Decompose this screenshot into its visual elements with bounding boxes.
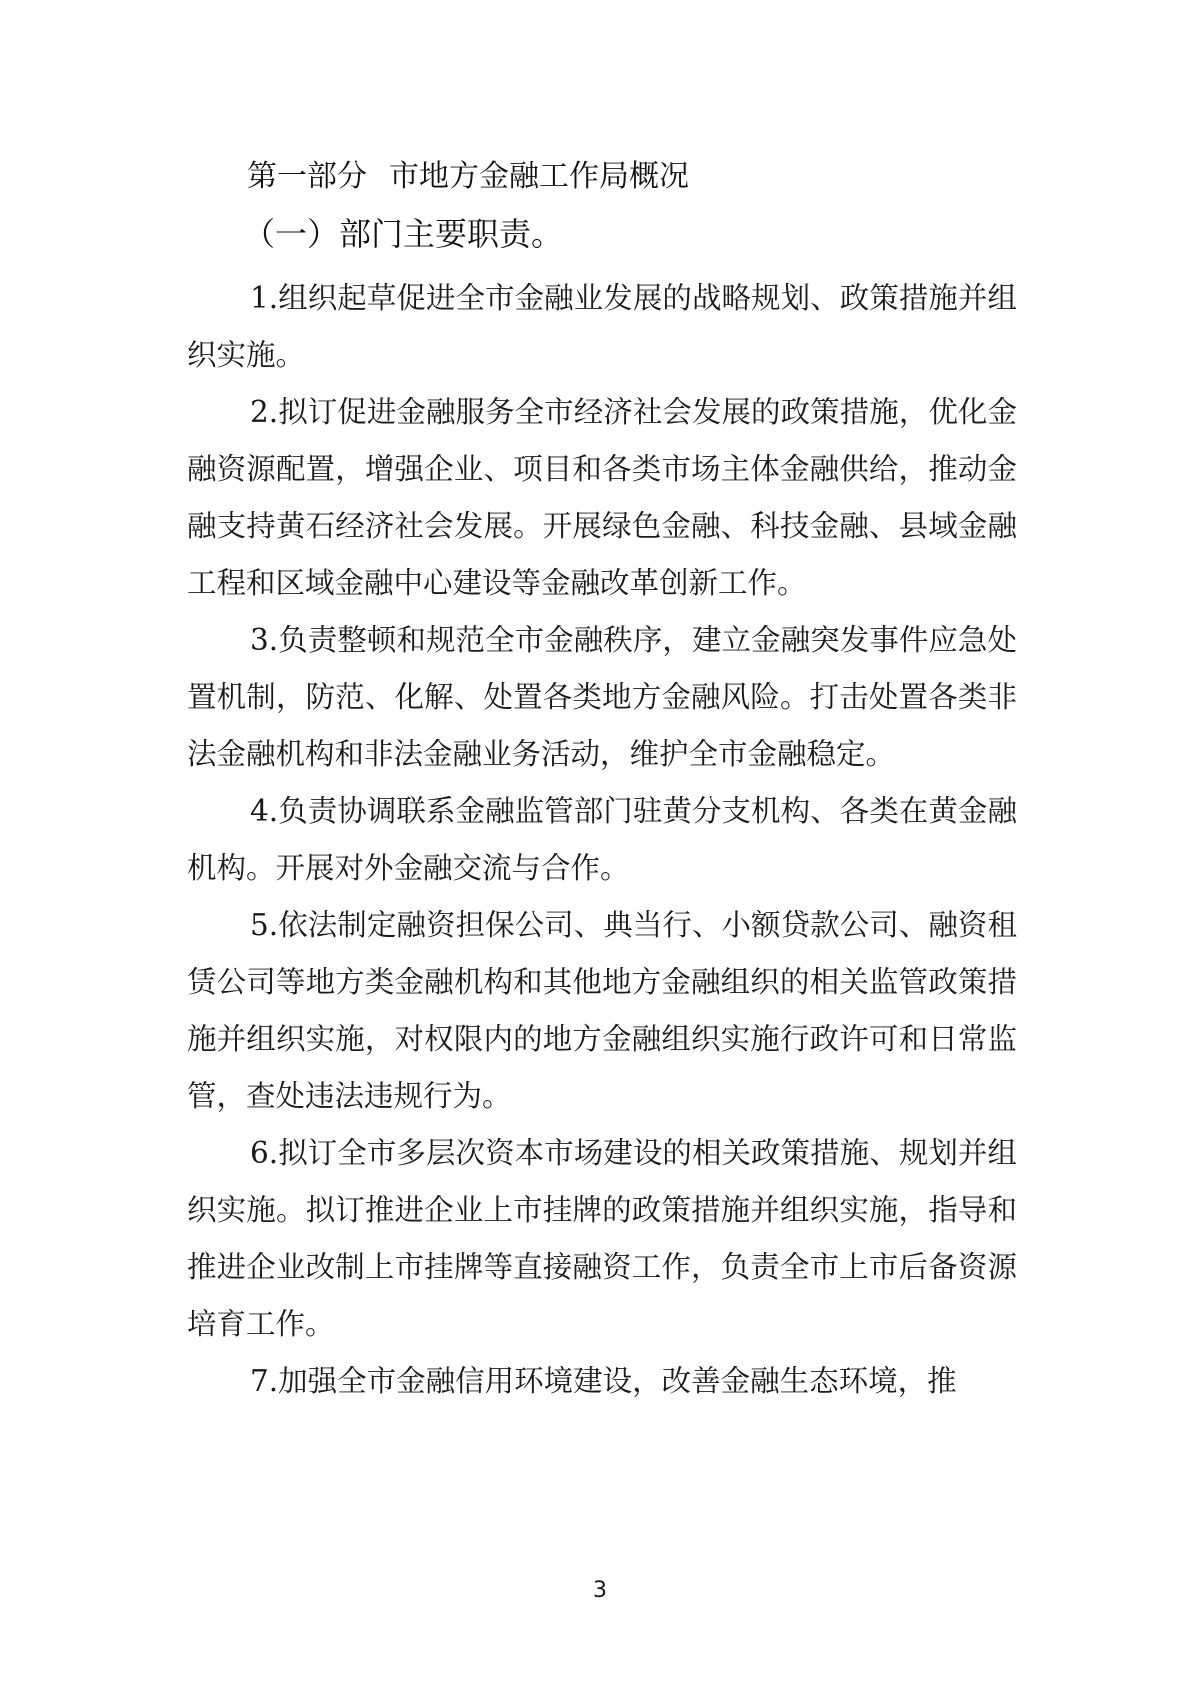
paragraph-4: 4.负责协调联系金融监管部门驻黄分支机构、各类在黄金融机构。开展对外金融交流与合作。 [187, 794, 1017, 885]
part-name: 市地方金融工作局概况 [389, 159, 689, 194]
page-number: 3 [593, 1578, 607, 1603]
paragraph-1: 1.组织起草促进全市金融业发展的战略规划、政策措施并组织实施。 [187, 281, 1017, 372]
paragraph-2: 2.拟订促进金融服务全市经济社会发展的政策措施，优化金融资源配置，增强企业、项目和各类市场主体金融供给，推动金融支持黄石经济社会发展。开展绿色金融、科技金融、县域金融工程和区域金融中心建设等金融改革创新工作。 [187, 395, 1017, 600]
paragraph-3: 3.负责整顿和规范全市金融秩序，建立金融突发事件应急处置机制，防范、化解、处置各类地方金融风险。打击处置各类非法金融机构和非法金融业务活动，维护全市金融稳定。 [187, 623, 1017, 771]
paragraph-7: 7.加强全市金融信用环境建设，改善金融生态环境，推 [250, 1364, 957, 1398]
paragraph-5: 5.依法制定融资担保公司、典当行、小额贷款公司、融资租赁公司等地方类金融机构和其他地方金融组织的相关监管政策措施并组织实施，对权限内的地方金融组织实施行政许可和日常监管，查处违法违规行为。 [187, 908, 1017, 1113]
section-title: （一）部门主要职责。 [243, 215, 564, 253]
body-text [187, 270, 1017, 1410]
part-label: 第一部分 [247, 159, 367, 194]
part-title [247, 157, 689, 197]
paragraph-6: 6.拟订全市多层次资本市场建设的相关政策措施、规划并组织实施。拟订推进企业上市挂牌的政策措施并组织实施，指导和推进企业改制上市挂牌等直接融资工作，负责全市上市后备资源培育工作。 [187, 1136, 1017, 1341]
